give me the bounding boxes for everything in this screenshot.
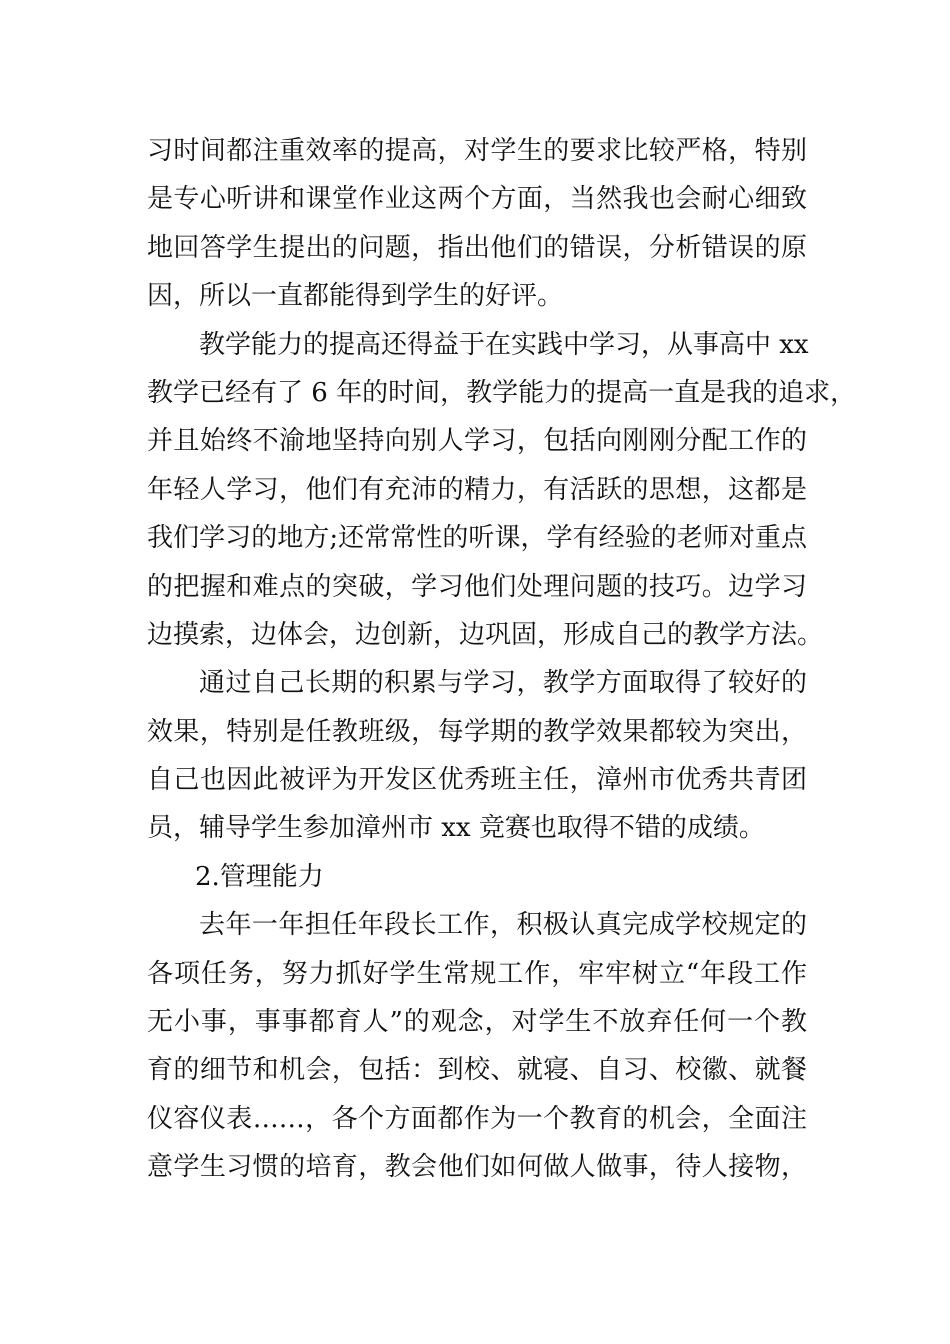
text-line: 年轻人学习，他们有充沛的精力，有活跃的思想，这都是 (147, 474, 807, 505)
document-body (147, 127, 857, 1192)
paragraph-first-line: 去年一年担任年段长工作，积极认真完成学校规定的 (199, 910, 807, 941)
text-line: 边摸索，边体会，边创新，边巩固，形成自己的教学方法。 (147, 619, 824, 650)
text-line: 习时间都注重效率的提高，对学生的要求比较严格，特别 (147, 136, 807, 166)
text-line: 意学生习惯的培育，教会他们如何做人做事，待人接物， (147, 1152, 807, 1183)
text-line: 的把握和难点的突破，学习他们处理问题的技巧。边学习 (147, 571, 807, 602)
text-line: 并且始终不渝地坚持向别人学习，包括向刚刚分配工作的 (147, 426, 807, 457)
text-line: 我们学习的地方;还常常性的听课，学有经验的老师对重点 (147, 523, 807, 554)
text-line: 各项任务，努力抓好学生常规工作，牢牢树立“年段工作 (147, 958, 807, 989)
text-line: 员，辅导学生参加漳州市 xx 竞赛也取得不错的成绩。 (147, 813, 765, 844)
paragraph-first-line: 通过自己长期的积累与学习，教学方面取得了较好的 (199, 668, 807, 699)
text-line: 自己也因此被评为开发区优秀班主任，漳州市优秀共青团 (147, 765, 807, 796)
text-line: 因，所以一直都能得到学生的好评。 (147, 281, 564, 312)
paragraph-first-line: 教学能力的提高还得益于在实践中学习，从事高中 xx (199, 329, 809, 360)
text-line: 效果，特别是任教班级，每学期的教学效果都较为突出， (147, 716, 807, 747)
text-line: 地回答学生提出的问题，指出他们的错误，分析错误的原 (147, 232, 807, 263)
text-line: 是专心听讲和课堂作业这两个方面，当然我也会耐心细致 (147, 184, 807, 215)
text-line: 教学已经有了 6 年的时间，教学能力的提高一直是我的追求， (147, 377, 857, 408)
text-line: 无小事，事事都育人”的观念，对学生不放弃任何一个教 (147, 1007, 807, 1038)
text-line: 育的细节和机会，包括：到校、就寝、自习、校徽、就餐 (147, 1055, 807, 1086)
section-heading: 2.管理能力 (195, 861, 324, 892)
text-line: 仪容仪表……，各个方面都作为一个教育的机会，全面注 (147, 1103, 807, 1134)
